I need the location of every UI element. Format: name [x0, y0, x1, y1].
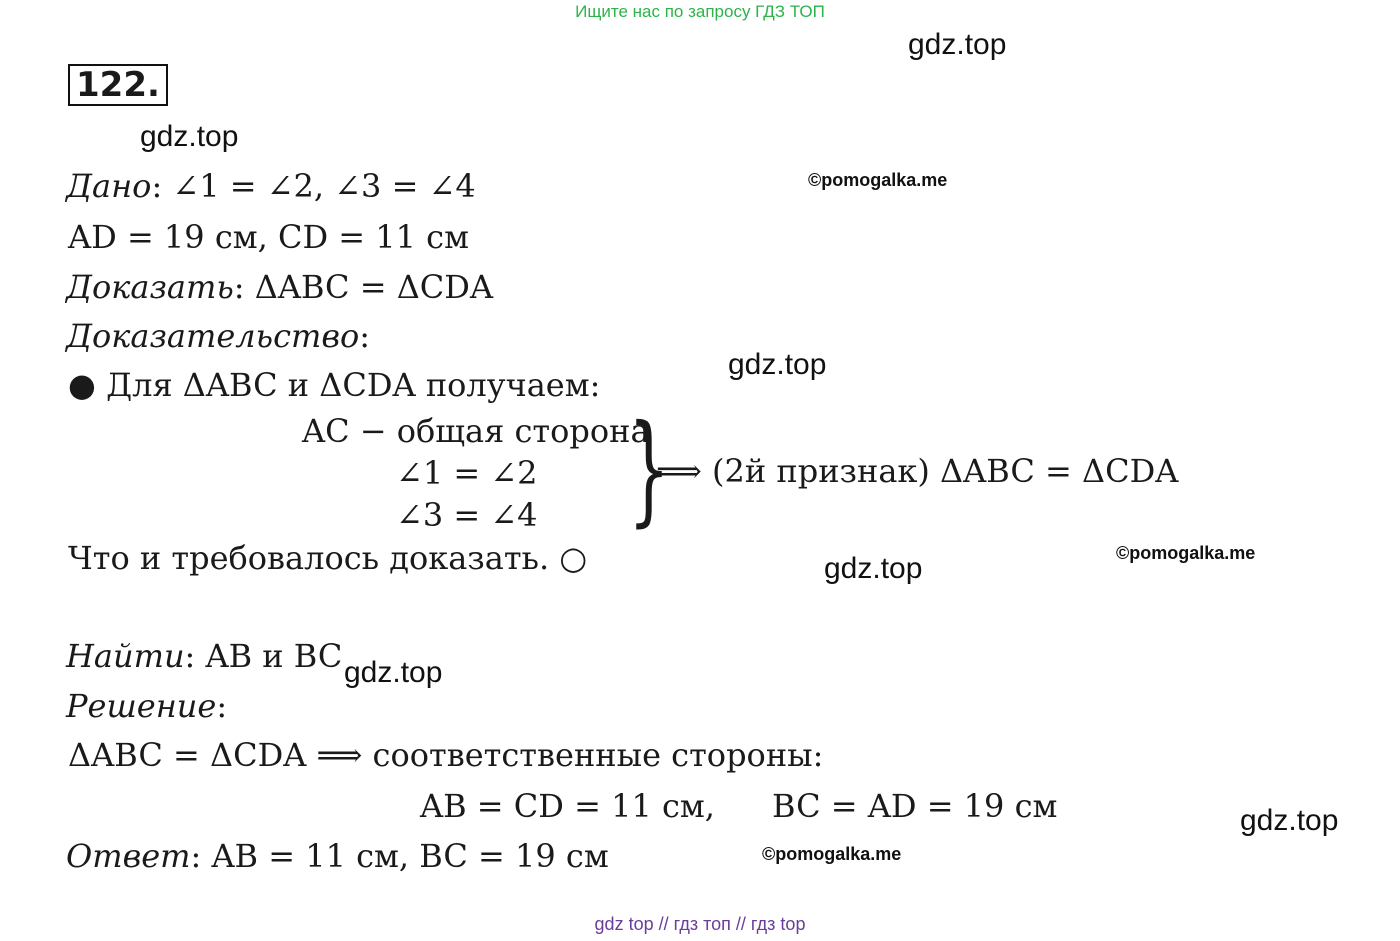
watermark: gdz.top — [908, 28, 1007, 61]
given-angles: : ∠1 = ∠2, ∠3 = ∠4 — [151, 167, 476, 205]
bullet-line: ● Для ΔABC и ΔCDA получаем: — [68, 366, 601, 404]
copyright: ©pomogalka.me — [762, 844, 902, 864]
problem-number: 122. — [68, 64, 168, 106]
conclusion: ⟹ (2й признак) ΔABC = ΔCDA — [656, 452, 1179, 490]
watermark: gdz.top — [728, 348, 827, 381]
watermark: gdz.top — [1240, 804, 1339, 837]
footer-links[interactable]: gdz top // гдз топ // гдз top — [594, 914, 806, 934]
solution-line-1: ΔABC = ΔCDA ⟹ соответственные стороны: — [68, 736, 824, 774]
condition-side: AC − общая сторона — [302, 412, 650, 450]
watermark: gdz.top — [140, 120, 239, 153]
condition-angle-1-2: ∠1 = ∠2 — [396, 454, 538, 492]
answer-line — [66, 836, 609, 876]
curly-brace: } — [628, 400, 670, 539]
given-line — [66, 166, 476, 206]
solution-bc: BC = AD = 19 см — [772, 787, 1058, 825]
watermark: gdz.top — [344, 656, 443, 689]
proof-colon: : — [359, 317, 371, 355]
find-label: Найти — [66, 637, 185, 675]
prove-label: Доказать — [66, 268, 234, 306]
find-line — [66, 636, 342, 676]
copyright: ©pomogalka.me — [1116, 543, 1256, 563]
copyright: ©pomogalka.me — [808, 170, 948, 190]
proof-label: Доказательство — [66, 317, 360, 355]
watermark: gdz.top — [824, 552, 923, 585]
prove-line — [66, 267, 493, 307]
answer-statement: : AB = 11 см, BC = 19 см — [190, 837, 609, 875]
solution-label: Решение — [66, 687, 217, 725]
find-statement: : AB и BC — [184, 637, 343, 675]
solution-ab: AB = CD = 11 см, — [420, 787, 715, 825]
given-label: Дано — [66, 167, 152, 205]
answer-label: Ответ — [66, 837, 191, 875]
top-banner[interactable]: Ищите нас по запросу ГДЗ ТОП — [575, 2, 825, 21]
qed-line: Что и требовалось доказать. ○ — [68, 539, 588, 577]
given-lengths: AD = 19 см, CD = 11 см — [68, 218, 469, 256]
solution-heading — [66, 686, 227, 726]
condition-angle-3-4: ∠3 = ∠4 — [396, 496, 538, 534]
proof-heading — [66, 316, 370, 356]
solution-colon: : — [216, 687, 228, 725]
prove-statement: : ΔABC = ΔCDA — [233, 268, 494, 306]
